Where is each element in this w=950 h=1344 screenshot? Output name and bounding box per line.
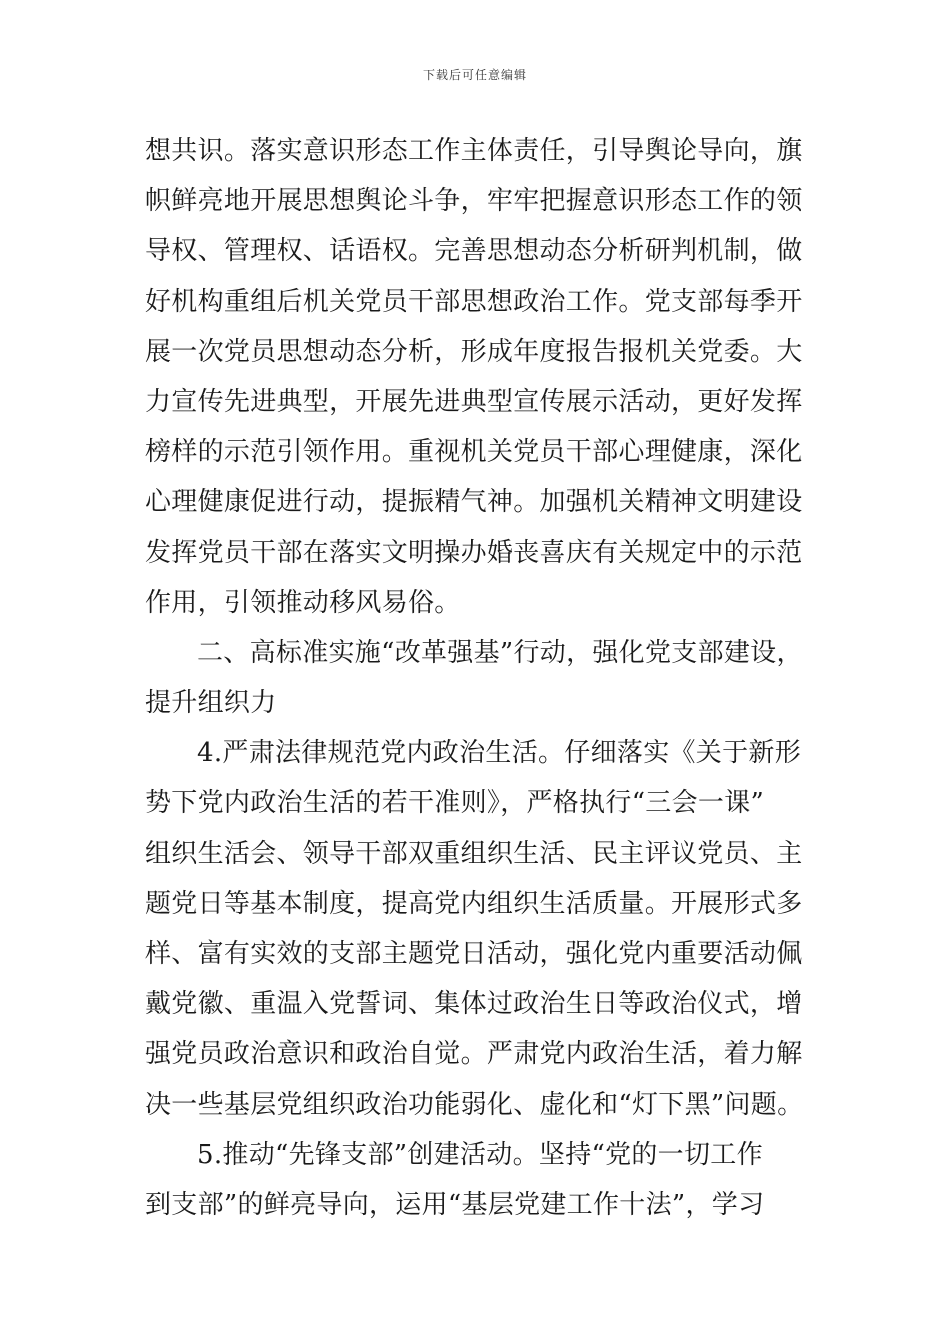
text-line: 展一次党员思想动态分析，形成年度报告报机关党委。大 xyxy=(145,336,803,367)
text-line: 好机构重组后机关党员干部思想政治工作。党支部每季开 xyxy=(145,286,803,317)
text-line: 决一些基层党组织政治功能弱化、虚化和“灯下黑”问题。 xyxy=(145,1089,804,1120)
text-line: 力宣传先进典型，开展先进典型宣传展示活动，更好发挥 xyxy=(145,386,803,417)
document-body xyxy=(145,126,810,1230)
text-line: 势下党内政治生活的若干准则》，严格执行“三会一课” xyxy=(145,788,765,819)
text-line: 样、富有实效的支部主题党日活动，强化党内重要活动佩 xyxy=(145,939,803,969)
section-heading-line: 提升组织力 xyxy=(145,688,277,719)
text-line: 作用，引领推动移风易俗。 xyxy=(145,587,461,618)
text-line: 导权、管理权、话语权。完善思想动态分析研判机制，做 xyxy=(145,236,803,267)
text-line: 组织生活会、领导干部双重组织生活、民主评议党员、主 xyxy=(145,838,803,869)
text-line: 强党员政治意识和政治自觉。严肃党内政治生活，着力解 xyxy=(145,1039,803,1070)
text-line: 发挥党员干部在落实文明操办婚丧喜庆有关规定中的示范 xyxy=(145,537,803,568)
text-line: 想共识。落实意识形态工作主体责任，引导舆论导向，旗 xyxy=(145,136,803,166)
text-line: 到支部”的鲜亮导向，运用“基层党建工作十法”，学习 xyxy=(145,1189,765,1220)
page-header: 下载后可任意编辑 xyxy=(422,68,527,82)
text-line: 榜样的示范引领作用。重视机关党员干部心理健康，深化 xyxy=(145,437,803,468)
text-line: 5.推动“先锋支部”创建活动。坚持“党的一切工作 xyxy=(197,1139,763,1170)
text-line: 4.严肃法律规范党内政治生活。仔细落实《关于新形 xyxy=(197,738,802,769)
text-line: 心理健康促进行动，提振精气神。加强机关精神文明建设 xyxy=(145,487,803,518)
section-heading-line: 二、高标准实施“改革强基”行动，强化党支部建设， xyxy=(197,637,803,668)
text-line: 题党日等基本制度，提高党内组织生活质量。开展形式多 xyxy=(145,888,803,919)
text-line: 戴党徽、重温入党誓词、集体过政治生日等政治仪式，增 xyxy=(145,989,803,1020)
text-line: 帜鲜亮地开展思想舆论斗争，牢牢把握意识形态工作的领 xyxy=(145,186,803,217)
